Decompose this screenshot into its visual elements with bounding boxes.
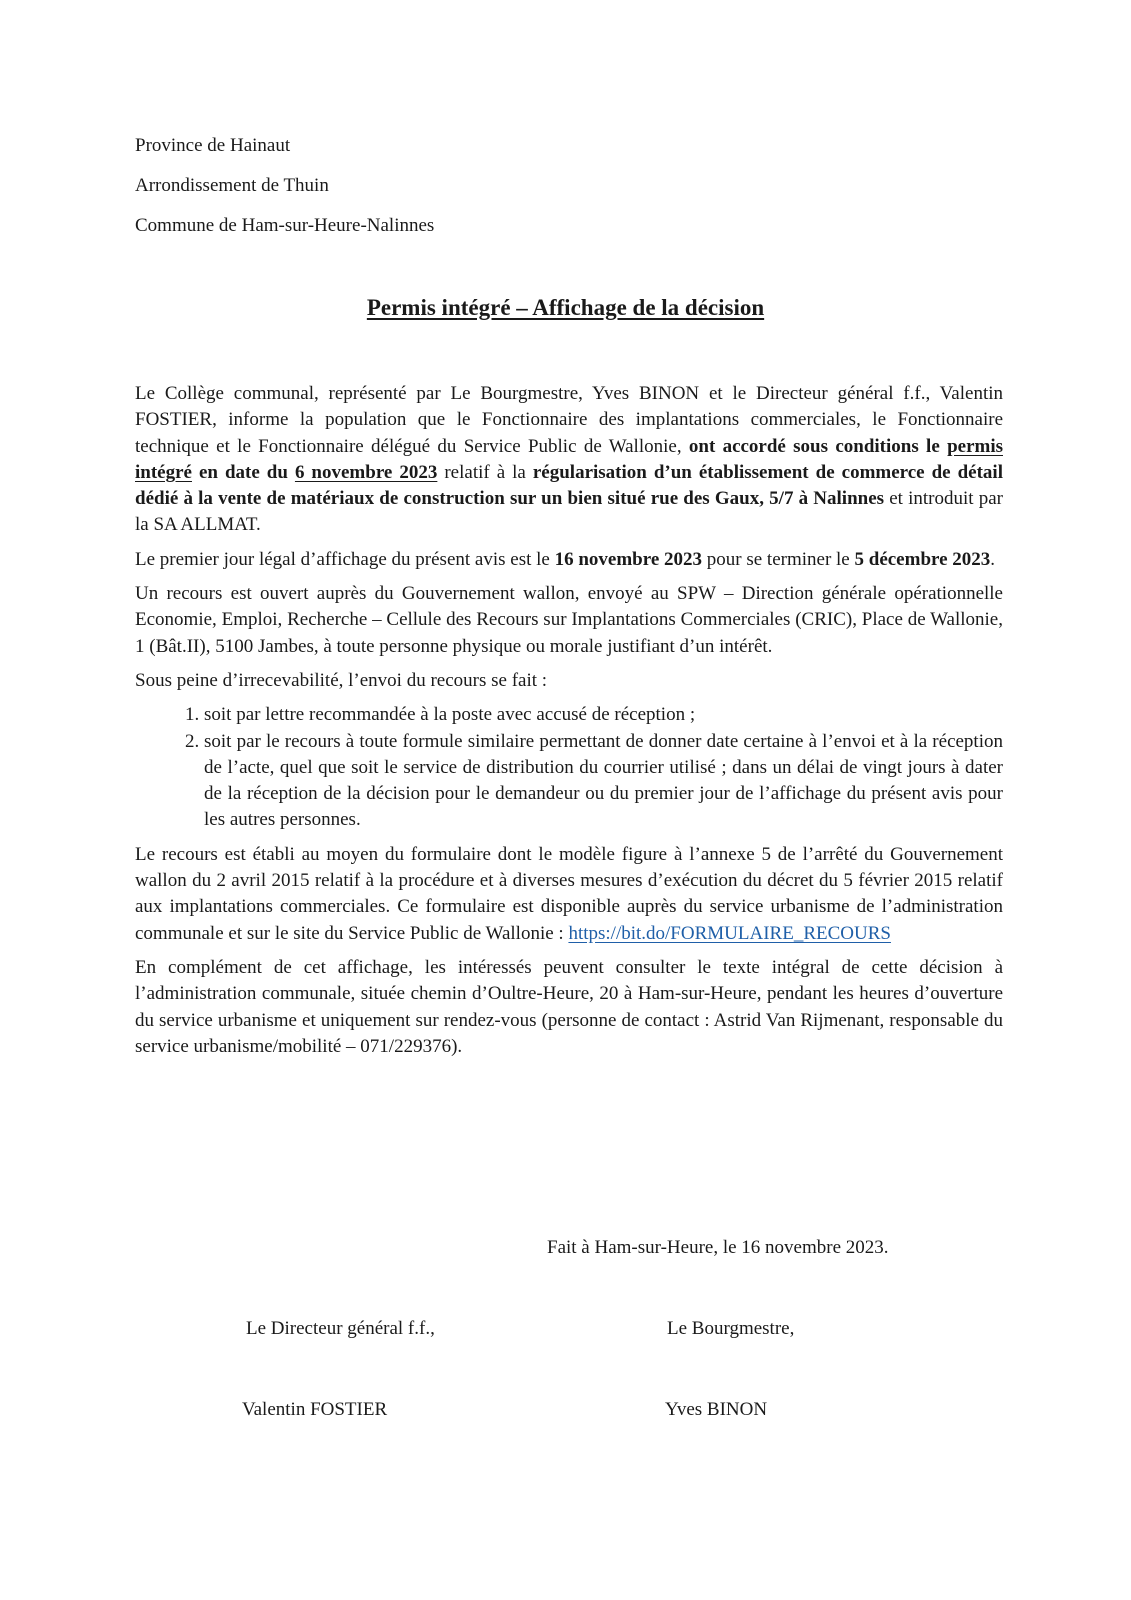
formulaire-text: Le recours est établi au moyen du formulaire dont le modèle figure à l’annexe 5 de l’arrêté du Gouvernement wallon du 2 avril 2015 relatif à la procédure et à diverses mesures d’exécution du décret du 5 février 2015 relatif aux implantations commerciales. Ce formulaire est disponible auprès du service urbanisme de l’administration communale et sur le site du Service Public de Wallonie :	[135, 843, 1003, 944]
document-title: Permis intégré – Affichage de la décision	[366, 295, 765, 320]
fait-a-line: Fait à Ham-sur-Heure, le 16 novembre 2023.	[547, 1237, 889, 1258]
paragraph-decision	[135, 381, 1003, 539]
decision-permis: permis intégré	[135, 435, 1003, 483]
decision-accord: ont accordé sous conditions le	[688, 435, 948, 457]
header-arrondissement: Arrondissement de Thuin	[135, 175, 329, 196]
signature-right-role: Le Bourgmestre,	[667, 1318, 795, 1339]
affichage-debut: Le premier jour légal d’affichage du présent avis est le	[135, 548, 555, 570]
paragraph-irrecevabilite: Sous peine d’irrecevabilité, l’envoi du recours se fait :	[135, 669, 548, 691]
affichage-date-debut: 16 novembre 2023	[554, 548, 703, 570]
header-commune: Commune de Ham-sur-Heure-Nalinnes	[135, 215, 435, 236]
document-body	[135, 381, 1003, 1068]
decision-intro: Le Collège communal, représenté par Le Bourgmestre, Yves BINON et le Directeur général f.f., Valentin FOSTIER, informe la population que le Fonctionnaire des implantations commerciales, le Fonctionnaire technique et le Fonctionnaire délégué du Service Public de Wallonie,	[135, 383, 1003, 457]
paragraph-consultation: En complément de cet affichage, les intéressés peuvent consulter le texte intégral de cette décision à l’administration communale, située chemin d’Oultre-Heure, 20 à Ham-sur-Heure, pendant les heures d’ouverture du service urbanisme et uniquement sur rendez-vous (personne de contact : Astrid Van Rijmenant, responsable du service urbanisme/mobilité – 071/229376).	[135, 956, 1003, 1057]
signature-right-name: Yves BINON	[665, 1399, 768, 1420]
decision-date: 6 novembre 2023	[294, 461, 438, 483]
formulaire-link[interactable]: https://bit.do/FORMULAIRE_RECOURS	[568, 922, 891, 944]
decision-objet: régularisation d’un établissement de commerce de détail dédié à la vente de matériaux de construction sur un bien situé rue des Gaux, 5/7 à Nalinnes	[135, 461, 1003, 510]
signature-left-name: Valentin FOSTIER	[242, 1399, 388, 1420]
recours-options-list	[135, 702, 1003, 833]
paragraph-recours: Un recours est ouvert auprès du Gouvernement wallon, envoyé au SPW – Direction générale opérationnelle Economie, Emploi, Recherche – Cellule des Recours sur Implantations Commerciales (CRIC), Place de Wallonie, 1 (Bât.II), 5100 Jambes, à toute personne physique ou morale justifiant d’un intérêt.	[135, 583, 1003, 657]
paragraph-affichage	[135, 547, 1003, 573]
decision-relatif: relatif à la	[437, 461, 533, 483]
affichage-fin: .	[990, 548, 996, 570]
decision-fin: et introduit par la SA ALLMAT.	[135, 488, 1004, 536]
decision-en-date: en date du	[191, 461, 295, 483]
affichage-milieu: pour se terminer le	[702, 548, 855, 570]
signature-left-role: Le Directeur général f.f.,	[246, 1318, 435, 1339]
paragraph-formulaire	[135, 842, 1003, 947]
header-province: Province de Hainaut	[135, 135, 291, 156]
affichage-date-fin: 5 décembre 2023	[854, 548, 991, 570]
list-item: 1. soit par lettre recommandée à la poste avec accusé de réception ;	[204, 702, 1003, 728]
list-item: 2. soit par le recours à toute formule similaire permettant de donner date certaine à l’envoi et à la réception de l’acte, quel que soit le service de distribution du courrier utilisé ; dans un délai de vingt jours à dater de la réception de la décision pour le demandeur ou du premier jour de l’affichage du présent avis pour les autres personnes.	[204, 729, 1003, 834]
